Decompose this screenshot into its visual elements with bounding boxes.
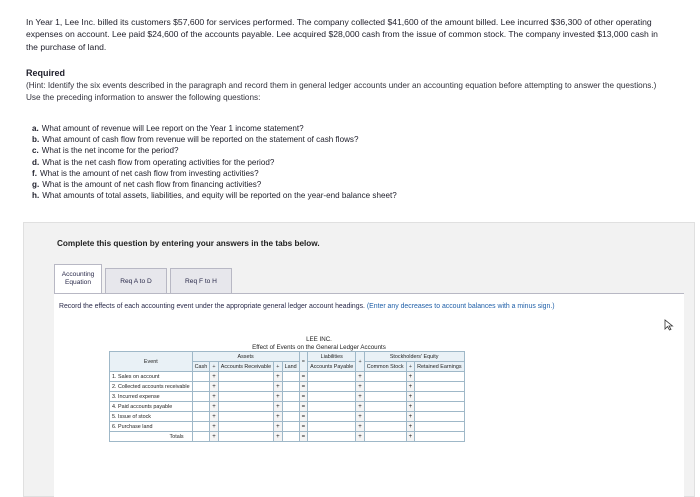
cs-input[interactable] (364, 372, 406, 382)
ap-input[interactable] (308, 382, 356, 392)
cash-input[interactable] (192, 392, 210, 402)
tab-req-a-to-d[interactable]: Req A to D (105, 268, 167, 293)
question-b: b. What amount of cash flow from revenue will be reported on the statement of cash flows? (32, 135, 359, 145)
problem-statement: In Year 1, Lee Inc. billed its customers $57,600 for services performed. The company collected $41,600 of the amount billed. Lee incurred $36,300 of other operating expenses on account. Lee paid $24,600 of the accounts payable. Lee acquired $28,000 cash from the issue of common stock. The company invested $13,000 cash in the purchase of land. (26, 17, 658, 52)
event-label: 5. Issue of stock (110, 412, 193, 422)
totals-row: Totals + + = + + (110, 432, 465, 442)
ar-input[interactable] (218, 372, 273, 382)
hint-text: (Hint: Identify the six events described in the paragraph and record them in general ledger accounts under an accounting equation before attempting to answer the questions.) Use the preceding information to answer the following questions: (26, 81, 657, 102)
ap-input[interactable] (308, 422, 356, 432)
col-re-header: Retained Earnings (415, 362, 464, 372)
question-h: h. What amounts of total assets, liabilities, and equity will be reported on the year-end balance sheet? (32, 191, 397, 201)
question-c: c. What is the net income for the period? (32, 146, 179, 156)
land-input[interactable] (282, 372, 299, 382)
ledger-heading (219, 336, 419, 351)
ar-input[interactable] (218, 422, 273, 432)
ar-input[interactable] (218, 392, 273, 402)
ar-total[interactable] (218, 432, 273, 442)
required-heading: Required (26, 68, 66, 78)
cash-input[interactable] (192, 422, 210, 432)
table-row: 5. Issue of stock + + = + + (110, 412, 465, 422)
cs-input[interactable] (364, 382, 406, 392)
event-label: 3. Incurred expense (110, 392, 193, 402)
land-input[interactable] (282, 412, 299, 422)
land-input[interactable] (282, 392, 299, 402)
col-land-header: Land (282, 362, 299, 372)
re-input[interactable] (415, 372, 464, 382)
question-d: d. What is the net cash flow from operating activities for the period? (32, 157, 275, 167)
equity-group-header: Stockholders' Equity (364, 352, 464, 362)
cash-total[interactable] (192, 432, 210, 442)
assets-group-header: Assets (192, 352, 299, 362)
cs-total[interactable] (364, 432, 406, 442)
table-row: 4. Paid accounts payable + + = + + (110, 402, 465, 412)
re-total[interactable] (415, 432, 464, 442)
re-input[interactable] (415, 412, 464, 422)
table-row: 2. Collected accounts receivable + + = + + (110, 382, 465, 392)
re-input[interactable] (415, 382, 464, 392)
event-label: 6. Purchase land (110, 422, 193, 432)
ledger-subtitle: Effect of Events on the General Ledger Accounts (252, 343, 386, 351)
cs-input[interactable] (364, 422, 406, 432)
ap-total[interactable] (308, 432, 356, 442)
question-g: g. What is the amount of net cash flow from financing activities? (32, 180, 262, 190)
cs-input[interactable] (364, 402, 406, 412)
company-name: LEE INC. (306, 336, 332, 343)
land-input[interactable] (282, 382, 299, 392)
question-a: a. What amount of revenue will Lee report on the Year 1 income statement? (32, 124, 304, 133)
ap-input[interactable] (308, 392, 356, 402)
tab-bar (54, 265, 235, 293)
col-cash-header: Cash (192, 362, 210, 372)
mouse-cursor-icon (664, 319, 674, 331)
land-input[interactable] (282, 402, 299, 412)
re-input[interactable] (415, 392, 464, 402)
event-label: 2. Collected accounts receivable (110, 382, 193, 392)
col-ap-header: Accounts Payable (308, 362, 356, 372)
col-event-header: Event (110, 352, 193, 372)
table-row: 1. Sales on account + + = + + (110, 372, 465, 382)
ap-input[interactable] (308, 402, 356, 412)
event-label: 1. Sales on account (110, 372, 193, 382)
cash-input[interactable] (192, 372, 210, 382)
cs-input[interactable] (364, 412, 406, 422)
instruction-text: Record the effects of each accounting event under the appropriate general ledger account headings. (Enter any decreases to account balances with a minus sign.) (59, 303, 555, 310)
question-list (32, 123, 397, 201)
plus-header: + (356, 352, 365, 372)
question-f: f. What is the amount of net cash flow from investing activities? (32, 168, 259, 178)
col-cs-header: Common Stock (364, 362, 406, 372)
tab-content (54, 293, 684, 497)
tab-req-f-to-h[interactable]: Req F to H (170, 268, 232, 293)
table-row: 3. Incurred expense + + = + + (110, 392, 465, 402)
land-input[interactable] (282, 422, 299, 432)
ar-input[interactable] (218, 382, 273, 392)
cash-input[interactable] (192, 412, 210, 422)
cash-input[interactable] (192, 382, 210, 392)
re-input[interactable] (415, 402, 464, 412)
ap-input[interactable] (308, 372, 356, 382)
cs-input[interactable] (364, 392, 406, 402)
answer-panel (23, 222, 695, 497)
equals-header: = (299, 352, 308, 372)
re-input[interactable] (415, 422, 464, 432)
col-ar-header: Accounts Receivable (218, 362, 273, 372)
panel-title: Complete this question by entering your answers in the tabs below. (57, 239, 320, 248)
liabilities-group-header: Liabilities (308, 352, 356, 362)
table-row: 6. Purchase land + + = + + (110, 422, 465, 432)
ar-input[interactable] (218, 412, 273, 422)
ar-input[interactable] (218, 402, 273, 412)
ap-input[interactable] (308, 412, 356, 422)
land-total[interactable] (282, 432, 299, 442)
ledger-table: Event Assets = Liabilities + Stockholders' Equity Cash + Accounts Receivable + Land Accounts Payable Common Stock + Retained Earnings 1. Sales on account + + = + + 2. Collected accounts receivable + + = + + 3. Incurred expense + + = + + 4. Paid accounts payable + + = + + 5. Issue of stock + + = + + 6. Purchase land + + = + + Totals + + = + + (109, 351, 465, 442)
cash-input[interactable] (192, 402, 210, 412)
event-label: 4. Paid accounts payable (110, 402, 193, 412)
totals-label: Totals (110, 432, 193, 442)
tab-accounting-equation[interactable]: Accounting Equation (54, 264, 102, 293)
